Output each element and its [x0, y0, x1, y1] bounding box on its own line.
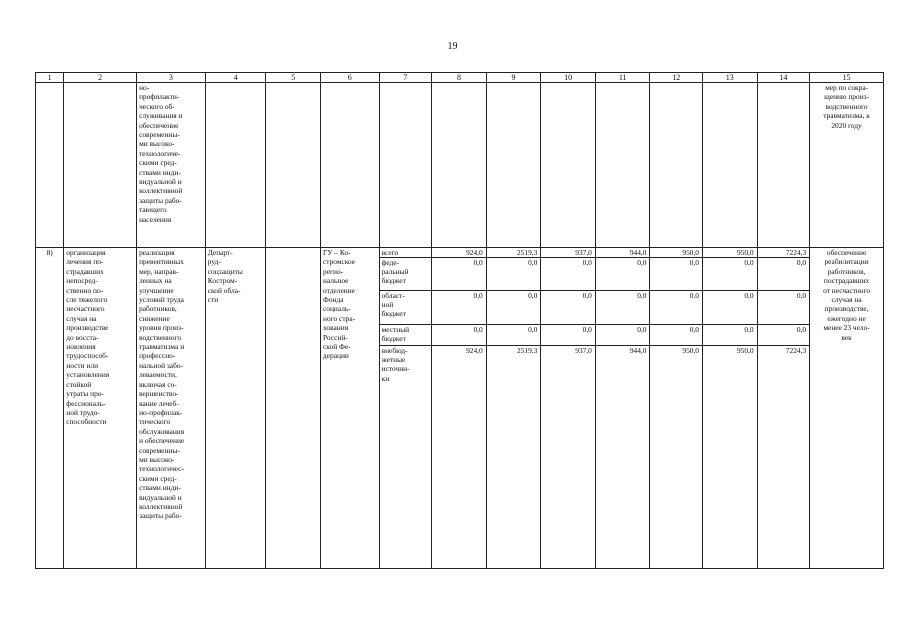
text-line: регио-	[323, 266, 344, 276]
text-line: организация	[66, 248, 106, 257]
text-line: непосред-	[66, 276, 98, 286]
cont-result-cell	[810, 83, 884, 248]
col-header: 13	[703, 73, 758, 83]
funding-source-label	[380, 258, 432, 291]
text-line: обслуживания	[139, 426, 185, 436]
text-line: социаль-	[323, 304, 351, 314]
column-number-row	[36, 73, 884, 83]
text-line: условий труда	[139, 295, 184, 305]
text-line: защиты рабо-	[139, 195, 182, 205]
text-line: ности или	[66, 360, 99, 370]
text-line: Департ-	[207, 248, 233, 257]
measure-name-cell	[64, 248, 137, 569]
text-line: тающего	[139, 205, 167, 215]
text-line: водственного	[825, 101, 868, 111]
text-line: ральный	[381, 266, 409, 276]
table-row-continued	[36, 83, 884, 248]
value-col	[650, 248, 703, 569]
text-line: стромское	[323, 257, 356, 267]
value-cell: 0,0	[432, 291, 486, 325]
text-line: защиты рабо-	[139, 511, 182, 521]
text-line: ствами инди-	[139, 167, 181, 177]
text-line: случая на	[831, 295, 862, 305]
text-line: ческого об-	[139, 101, 175, 111]
value-cell: 950,0	[703, 248, 757, 258]
value-cell: 950,0	[650, 248, 702, 258]
value-cell: 0,0	[650, 291, 702, 325]
col-header: 12	[650, 73, 703, 83]
funding-source-label	[380, 291, 432, 325]
text-line: способности	[66, 417, 107, 427]
col-header: 4	[205, 73, 266, 83]
value-cell: 937,0	[541, 248, 595, 258]
text-line: утраты про-	[66, 389, 104, 399]
value-col	[432, 248, 487, 569]
text-line: сти	[207, 295, 219, 305]
text-line: нальное	[323, 276, 349, 286]
value-cell: 0,0	[703, 291, 757, 325]
value-cell: 0,0	[650, 325, 702, 346]
text-line: век	[841, 332, 852, 342]
value-cell: 937,0	[575, 345, 592, 355]
table-row	[36, 248, 884, 569]
value-cell: 7224,3	[758, 248, 810, 258]
col-header: 10	[541, 73, 596, 83]
text-line: фессиональ-	[66, 398, 106, 408]
text-line: соцзащиты	[207, 266, 243, 276]
text-line: производстве,	[824, 304, 869, 314]
text-line: современны-	[139, 445, 180, 455]
value-col	[757, 248, 810, 569]
text-line: менее 23 чело-	[823, 323, 870, 333]
text-line: источни-	[381, 364, 410, 374]
text-line: от несчастного	[823, 285, 871, 295]
value-cell: 0,0	[650, 258, 702, 291]
value-cell: 0,0	[596, 258, 650, 291]
page-number: 19	[447, 41, 458, 52]
value-cell: 0,0	[487, 258, 541, 291]
executor-cell	[205, 248, 266, 569]
text-line: ежегодно не	[827, 313, 866, 323]
text-line: отделение	[323, 285, 355, 295]
text-line: бюджет	[381, 276, 406, 286]
value-cell: 0,0	[758, 291, 810, 325]
activity-cell	[137, 248, 206, 569]
col-header: 2	[64, 73, 137, 83]
text-line: обеспечение	[826, 248, 867, 257]
value-cell: 0,0	[487, 291, 541, 325]
text-line: щению произ-	[824, 92, 870, 102]
text-line: коллективной	[139, 501, 183, 511]
value-cell: 0,0	[432, 258, 486, 291]
text-line: бюджет	[381, 309, 406, 319]
col-header: 11	[595, 73, 650, 83]
text-line: случая на	[66, 313, 97, 323]
text-line: несчастного	[66, 304, 105, 314]
col-header: 3	[137, 73, 206, 83]
text-line: ленных на	[139, 276, 172, 286]
funding-source-label	[380, 248, 432, 258]
col-header: 6	[321, 73, 380, 83]
col-header: 15	[810, 73, 884, 83]
text-line: ми высоко-	[139, 139, 175, 149]
text-line: установления	[66, 370, 110, 380]
text-line: внебюд-	[381, 345, 408, 355]
text-line: хования	[323, 323, 349, 333]
text-line: до восста-	[66, 332, 99, 342]
col-header: 8	[432, 73, 487, 83]
text-line: мер по сокра-	[825, 83, 869, 92]
text-line: стойкой	[66, 379, 92, 389]
text-line: обеспечение	[139, 120, 179, 130]
text-line: нальной забо-	[139, 360, 183, 370]
text-line: коллективной	[139, 186, 183, 196]
funding-source-label	[380, 346, 432, 394]
text-line: населения	[139, 214, 172, 224]
funding-source-label	[380, 325, 432, 346]
value-cell: 0,0	[596, 325, 650, 346]
value-cell: 0,0	[541, 325, 595, 346]
text-line: мер, направ-	[139, 266, 179, 276]
text-line: реализация	[139, 248, 175, 257]
text-line: профилакти-	[139, 92, 180, 102]
value-col	[703, 248, 758, 569]
col-header: 1	[36, 73, 64, 83]
text-line: современны-	[139, 130, 180, 140]
text-line: местный	[381, 324, 410, 334]
text-line: сле тяжелого	[66, 295, 108, 305]
text-line: травматизма, к	[823, 111, 870, 121]
value-cell: 0,0	[541, 258, 595, 291]
text-line: технологичес-	[139, 464, 185, 474]
text-line: но-профилак-	[139, 407, 183, 417]
text-line: ской обла-	[207, 285, 241, 295]
text-line: новления	[66, 342, 96, 352]
row-number: 8)	[36, 248, 64, 569]
text-line: ской Фе-	[323, 342, 351, 352]
empty-cell	[266, 248, 321, 569]
text-line: руд-	[207, 257, 221, 267]
text-line: технологиче-	[139, 148, 181, 158]
value-cell: 950,0	[682, 345, 700, 355]
text-line: вание лечеб-	[139, 398, 179, 408]
text-line: ной трудо-	[66, 407, 100, 417]
text-line: производстве	[66, 323, 109, 333]
value-cell: 7224,3	[785, 345, 807, 355]
col-header: 9	[486, 73, 541, 83]
funding-source-cell	[379, 248, 432, 569]
text-line: ственно по-	[66, 285, 104, 295]
text-line: Фонда	[323, 295, 344, 305]
text-line: ной	[381, 299, 394, 309]
text-line: 2020 году	[831, 120, 862, 130]
value-cell: 2519,3	[516, 345, 538, 355]
text-line: страдавших	[66, 266, 104, 276]
value-cell: 0,0	[703, 258, 757, 291]
value-col	[595, 248, 650, 569]
text-line: уровня произ-	[139, 323, 184, 333]
text-line: реабилитации	[824, 257, 869, 267]
text-line: снижение	[139, 313, 170, 323]
col-header: 14	[757, 73, 810, 83]
text-line: видуальной и	[139, 177, 182, 187]
value-cell: 944,0	[629, 345, 647, 355]
value-cell: 924,0	[466, 345, 483, 355]
participant-cell	[321, 248, 380, 569]
text-line: но-	[139, 83, 150, 92]
value-cell: 924,0	[432, 248, 486, 258]
text-line: улучшение	[139, 285, 174, 295]
text-line: вершенство-	[139, 389, 179, 399]
text-line: всего	[381, 248, 399, 257]
text-line: Россий-	[323, 332, 348, 342]
value-cell: 2519,3	[487, 248, 541, 258]
text-line: ки	[381, 373, 390, 383]
text-line: и обеспечение	[139, 436, 185, 446]
value-cell: 0,0	[758, 258, 810, 291]
text-line: ГУ – Ко-	[323, 248, 351, 257]
result-cell	[810, 248, 884, 569]
text-line: работников,	[139, 304, 177, 314]
cont-activity-cell	[137, 83, 206, 248]
text-line: профессио-	[139, 351, 176, 361]
text-line: превентивных	[139, 257, 184, 267]
text-line: скими сред-	[139, 158, 177, 168]
text-line: включая со-	[139, 379, 177, 389]
value-cell: 0,0	[758, 325, 810, 346]
value-cell: 0,0	[596, 291, 650, 325]
text-line: работников,	[827, 266, 866, 276]
text-line: водственного	[139, 332, 182, 342]
text-line: Костром-	[207, 276, 238, 286]
text-line: ного стра-	[323, 313, 356, 323]
value-cell: 0,0	[487, 325, 541, 346]
text-line: ми высоко-	[139, 454, 175, 464]
text-line: феде-	[381, 257, 400, 267]
value-col	[541, 248, 596, 569]
text-line: травматизма и	[139, 342, 185, 352]
value-cell: 0,0	[432, 325, 486, 346]
program-table	[35, 72, 884, 569]
value-cell: 950,0	[736, 345, 754, 355]
value-cell: 0,0	[541, 291, 595, 325]
col-header: 7	[379, 73, 432, 83]
value-col	[486, 248, 541, 569]
text-line: ствами инди-	[139, 483, 181, 493]
text-line: трудоспособ-	[66, 351, 109, 361]
col-header: 5	[266, 73, 321, 83]
text-line: област-	[381, 290, 405, 300]
text-line: жетные	[381, 354, 406, 364]
text-line: бюджет	[381, 333, 406, 343]
text-line: видуальной и	[139, 492, 182, 502]
text-line: скими сред-	[139, 473, 177, 483]
value-cell: 944,0	[596, 248, 650, 258]
text-line: тического	[139, 417, 171, 427]
text-line: дерации	[323, 351, 349, 361]
text-line: лечения по-	[66, 257, 104, 267]
value-cell: 0,0	[703, 325, 757, 346]
text-line: служивания и	[139, 111, 183, 121]
text-line: леваемости,	[139, 370, 177, 380]
text-line: пострадавших	[823, 276, 870, 286]
